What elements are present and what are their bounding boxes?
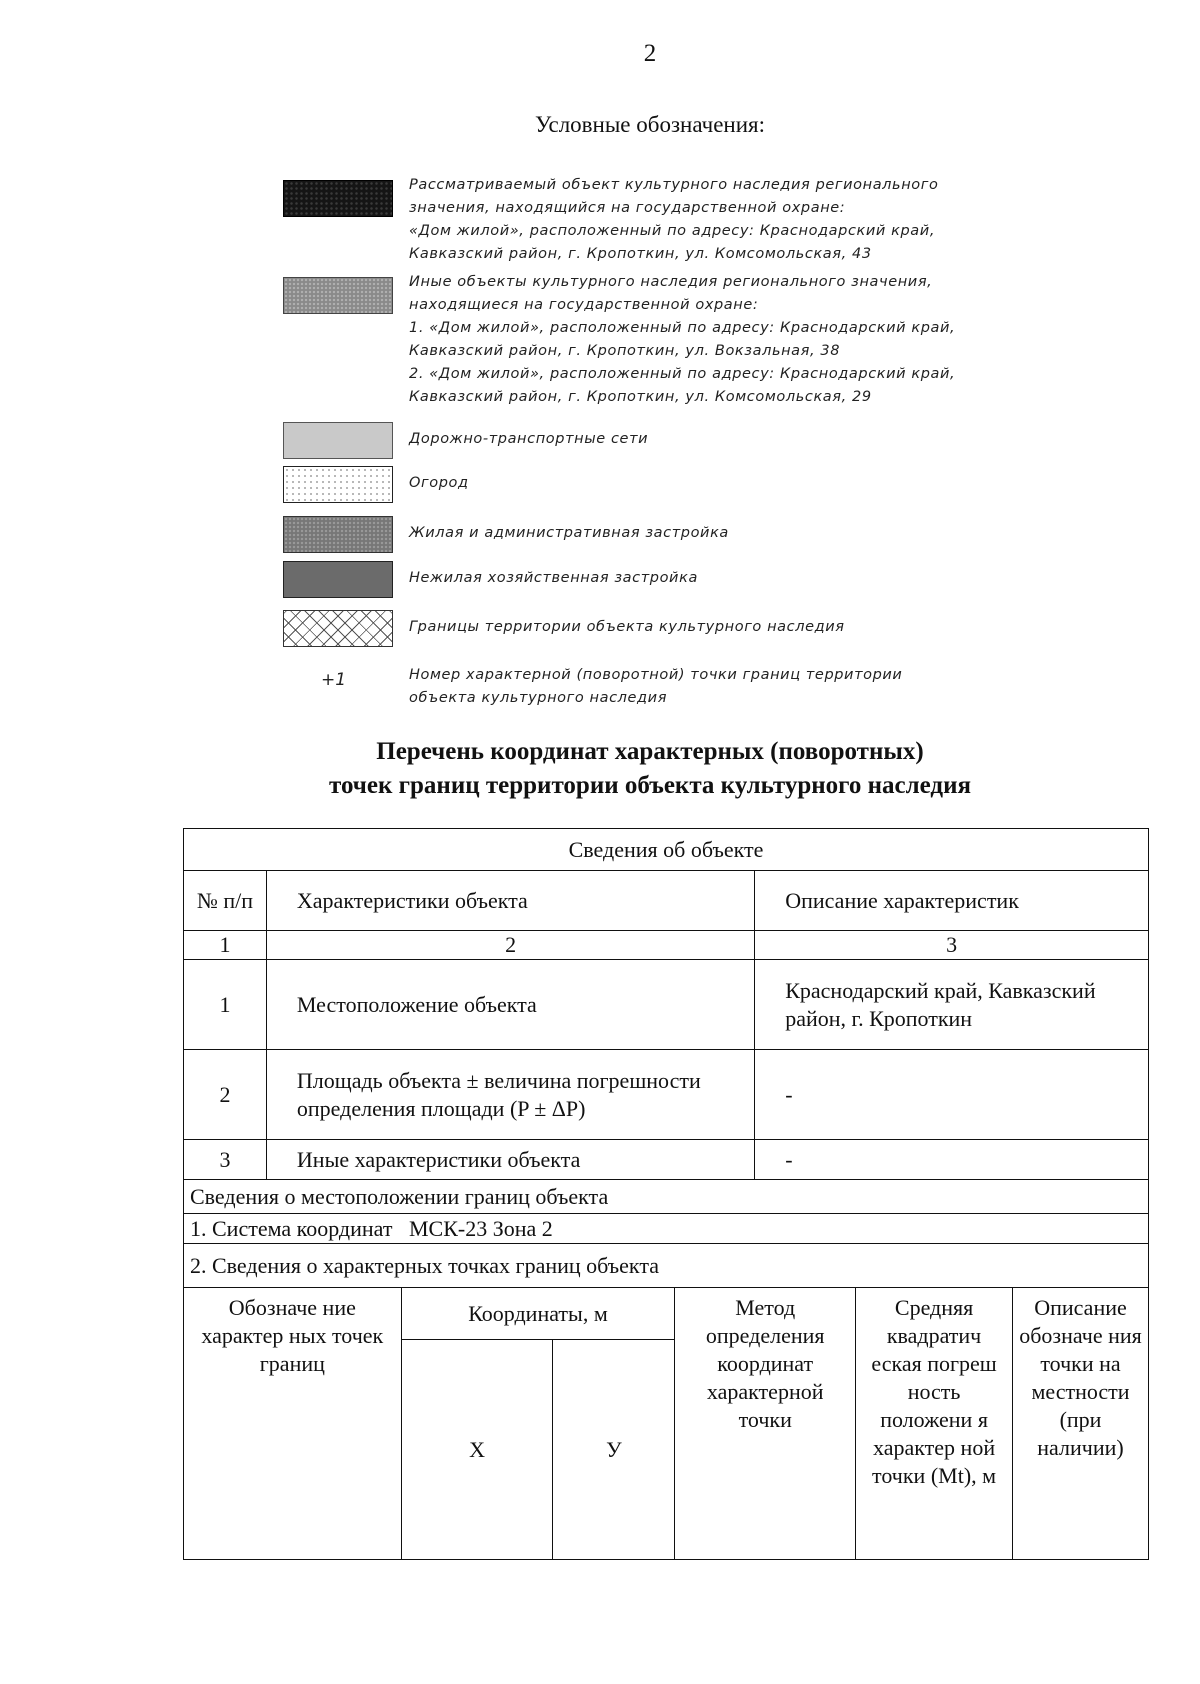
col-header-num: № п/п [184, 871, 267, 931]
legend-title: Условные обозначения: [534, 112, 766, 137]
row-number: 3 [184, 1140, 267, 1180]
row-characteristic: Иные характеристики объекта [266, 1140, 754, 1180]
col-header-designation: Обозначе ние характер ных точек границ [184, 1288, 402, 1560]
legend-swatch-black [283, 180, 393, 217]
legend-desc: Номер характерной (поворотной) точки границ территории объекта культурного наследия [409, 667, 903, 706]
col-header-error: Средняя квадратич еская погреш ность положени я характер ной точки (Mt), м [856, 1288, 1013, 1560]
row-number: 2 [184, 1050, 267, 1140]
page-number: 2 [643, 40, 657, 67]
section-location-header: Сведения о местоположении границ объекта [184, 1180, 1149, 1214]
legend-desc: Рассматриваемый объект культурного наследия регионального значения, находящийся на государственной охране: «Дом жилой», расположенный по адресу: Краснодарский край, Кавказский район, г. Кропоткин, ул. Комсомольская, 43 [409, 177, 939, 262]
row-characteristic: Местоположение объекта [266, 960, 754, 1050]
row-description: - [755, 1140, 1149, 1180]
section-object-header: Сведения об объекте [184, 829, 1149, 871]
legend-swatch-dotted [283, 466, 393, 503]
col-header-x: X [401, 1340, 553, 1560]
legend-desc: Границы территории объекта культурного наследия [409, 619, 845, 635]
row-characteristic: Площадь объекта ± величина погрешности определения площади (P ± ΔP) [266, 1050, 754, 1140]
legend-desc: Нежилая хозяйственная застройка [409, 570, 698, 586]
col-header-characteristic: Характеристики объекта [266, 871, 754, 931]
row-number: 1 [184, 960, 267, 1050]
index-cell: 3 [755, 931, 1149, 960]
points-section-header: 2. Сведения о характерных точках границ объекта [184, 1244, 1149, 1288]
index-cell: 2 [266, 931, 754, 960]
row-description: - [755, 1050, 1149, 1140]
col-header-description: Описание характеристик [755, 871, 1149, 931]
col-header-point-description: Описание обозначе ния точки на местности (при наличии) [1013, 1288, 1149, 1560]
row-description: Краснодарский край, Кавказский район, г. Кропоткин [755, 960, 1149, 1050]
table-row [184, 1050, 1149, 1140]
index-cell: 1 [184, 931, 267, 960]
legend-desc: Иные объекты культурного наследия регионального значения, находящиеся на государственной охране: 1. «Дом жилой», расположенный по адресу: Краснодарский край, Кавказский район, г. Кропоткин, ул. Вокзальная, 38 2. «Дом жилой», расположенный по адресу: Краснодарский край, Кавказский район, г. Кропоткин, ул. Комсомольская, 29 [409, 274, 956, 405]
table-row [184, 960, 1149, 1050]
col-header-y: У [553, 1340, 675, 1560]
section-heading: Перечень координат характерных (поворотных) точек границ территории объекта культурного наследия [329, 738, 971, 799]
legend-swatch-mid-gray [283, 516, 393, 553]
legend-swatch-dark-gray [283, 561, 393, 598]
col-header-method: Метод определения координат характерной точки [675, 1288, 856, 1560]
legend-swatch-crosshatch [283, 610, 393, 647]
coordinate-system: 1. Система координат МСК-23 Зона 2 [184, 1214, 1149, 1244]
legend-desc: Жилая и административная застройка [409, 525, 729, 541]
legend-swatch-gray [283, 277, 393, 314]
table-row [184, 1140, 1149, 1180]
legend-swatch-light-gray [283, 422, 393, 459]
col-header-coordinates: Координаты, м [401, 1288, 675, 1340]
legend-desc: Дорожно-транспортные сети [409, 431, 649, 447]
object-info-table [183, 828, 1149, 1560]
legend-desc: Огород [409, 475, 469, 491]
point-marker-icon: +1 [321, 670, 347, 690]
